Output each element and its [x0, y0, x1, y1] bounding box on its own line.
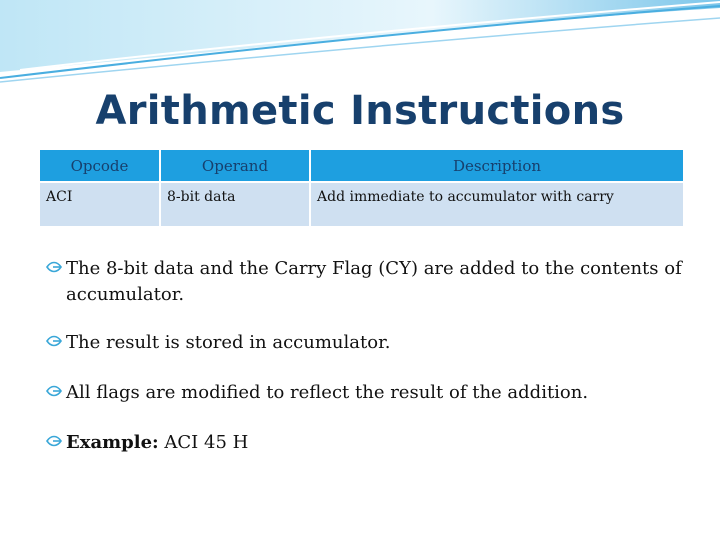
slide-title: Arithmetic Instructions	[95, 88, 625, 134]
table-row	[40, 182, 683, 226]
column-header-operand: Operand	[160, 150, 310, 182]
table-header-row	[40, 150, 683, 182]
example-value: ACI 45 H	[158, 432, 249, 453]
cell-description: Add immediate to accumulator with carry	[310, 182, 683, 226]
bullet-text: The result is stored in accumulator.	[66, 332, 391, 353]
bullet-text: All flags are modified to reflect the result of the addition.	[66, 382, 589, 403]
instruction-table	[40, 150, 683, 226]
bullet-list	[46, 256, 686, 480]
arrow-bullet-icon	[46, 334, 62, 348]
cell-opcode: ACI	[40, 182, 160, 226]
example-label: Example:	[66, 432, 159, 453]
list-item	[46, 380, 686, 406]
arrow-bullet-icon	[46, 384, 62, 398]
list-item	[46, 256, 686, 308]
column-header-opcode: Opcode	[40, 150, 160, 182]
cell-operand: 8-bit data	[160, 182, 310, 226]
example-line	[66, 432, 248, 453]
arrow-bullet-icon	[46, 434, 62, 448]
arrow-bullet-icon	[46, 260, 62, 274]
list-item	[46, 330, 686, 356]
column-header-description: Description	[310, 150, 683, 182]
bullet-text: The 8-bit data and the Carry Flag (CY) are added to the contents of accumulator.	[66, 258, 682, 305]
header-wave-decoration	[0, 0, 720, 90]
list-item	[46, 430, 686, 456]
